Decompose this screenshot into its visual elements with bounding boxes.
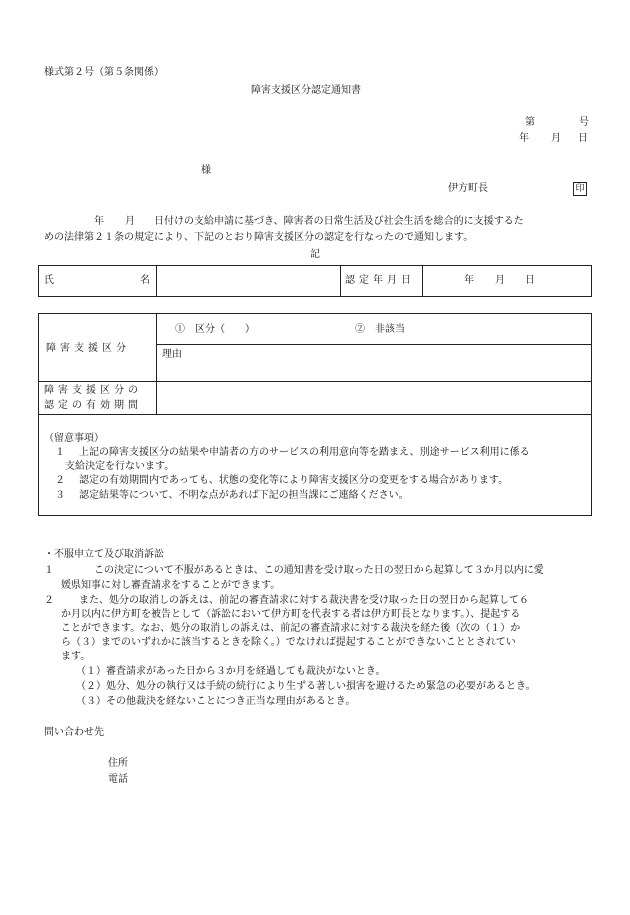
validity-period-label-2: 認定の有効期間 bbox=[44, 400, 142, 411]
table2-row-line-1 bbox=[38, 381, 592, 382]
appeal-sub-3: （３）その他裁決を経ないことにつき正当な理由があるとき。 bbox=[76, 696, 356, 707]
disability-category-label: 障害支援区分 bbox=[46, 343, 130, 354]
cert-date-month: 月 bbox=[495, 275, 505, 286]
issue-date-month: 月 bbox=[551, 133, 561, 144]
certification-date-label: 認定年月日 bbox=[345, 275, 415, 286]
note-3-number: ３ bbox=[55, 490, 65, 501]
appeal-2-number: ２ bbox=[44, 595, 54, 606]
note-1-number: １ bbox=[55, 447, 65, 458]
appeal-sub-2: （２）処分、処分の執行又は手続の続行により生ずる著しい損害を避けるため緊急の必要があるとき。 bbox=[76, 681, 536, 692]
intro-year: 年 bbox=[94, 216, 104, 227]
contact-address-label: 住所 bbox=[108, 758, 128, 769]
addressee-suffix: 様 bbox=[201, 165, 211, 176]
option-not-applicable: ② 非該当 bbox=[355, 324, 405, 335]
table1-divider-3 bbox=[422, 265, 423, 297]
seal-stamp: 印 bbox=[573, 182, 587, 196]
contact-heading: 問い合わせ先 bbox=[44, 727, 104, 738]
note-2-line1: 認定の有効期間内であっても、状態の変化等により障害支援区分の変更をする場合があります。 bbox=[79, 475, 509, 486]
name-label-a: 氏 bbox=[44, 275, 54, 286]
notes-heading: （留意事項） bbox=[44, 433, 104, 444]
doc-number-prefix: 第 bbox=[525, 117, 535, 128]
option-category: ① 区分（ ） bbox=[175, 324, 255, 335]
issuer-name: 伊方町長 bbox=[448, 183, 488, 194]
intro-line2: めの法律第２１条の規定により、下記のとおり障害支援区分の認定を行なったので通知します。 bbox=[44, 232, 474, 243]
doc-number-suffix: 号 bbox=[579, 117, 589, 128]
name-label-b: 名 bbox=[140, 275, 150, 286]
appeal-2-line5: ます。 bbox=[61, 651, 91, 662]
table2-inner-line bbox=[156, 344, 592, 345]
issue-date-day: 日 bbox=[578, 133, 588, 144]
appeal-1-number: １ bbox=[44, 565, 54, 576]
appeal-2-line1: また、処分の取消しの訴えは、前記の審査請求に対する裁決書を受け取った日の翌日から起算して６ bbox=[79, 595, 529, 606]
appeal-heading: ・不服申立て及び取消訴訟 bbox=[44, 549, 164, 560]
cert-date-day: 日 bbox=[525, 275, 535, 286]
table2-divider bbox=[156, 313, 157, 414]
contact-phone-label: 電話 bbox=[108, 774, 128, 785]
form-number: 様式第２号（第５条関係） bbox=[44, 67, 164, 78]
cert-date-year: 年 bbox=[464, 275, 474, 286]
appeal-sub-1: （１）審査請求があった日から３か月を経過しても裁決がないとき。 bbox=[76, 666, 386, 677]
note-2-number: ２ bbox=[55, 475, 65, 486]
appeal-2-line4: ら（３）までのいずれかに該当するときを除く。）でなければ提起することができないこととされてい bbox=[61, 637, 516, 648]
appeal-2-line2: か月以内に伊方町を被告として（訴訟において伊方町を代表する者は伊方町長となります。）、提起する bbox=[61, 609, 521, 620]
appeal-1-line1: この決定について不服があるときは、この通知書を受け取った日の翌日から起算して３か月以内に愛 bbox=[94, 565, 544, 576]
appeal-2-line3: ことができます。なお、処分の取消しの訴えは、前記の審査請求に対する裁決を経た後（次の（１）か bbox=[61, 623, 521, 634]
intro-line1: 日付けの支給申請に基づき、障害者の日常生活及び社会生活を総合的に支援するた bbox=[154, 216, 524, 227]
validity-period-label-1: 障害支援区分の bbox=[44, 385, 142, 396]
table2-row-line-2 bbox=[38, 414, 592, 415]
note-1-line1: 上記の障害支援区分の結果や申請者の方のサービスの利用意向等を踏まえ、別途サービス利用に係る bbox=[79, 447, 530, 458]
reason-label: 理由 bbox=[162, 349, 182, 360]
note-1-line2: 支給決定を行ないます。 bbox=[65, 461, 175, 472]
intro-month: 月 bbox=[125, 216, 135, 227]
table1-divider-2 bbox=[340, 265, 341, 297]
document-title: 障害支援区分認定通知書 bbox=[251, 85, 361, 96]
issue-date-year: 年 bbox=[519, 133, 529, 144]
note-3-line1: 認定結果等について、不明な点があれば下記の担当課にご連絡ください。 bbox=[79, 490, 409, 501]
ki-marker: 記 bbox=[310, 249, 320, 260]
table1-divider-1 bbox=[156, 265, 157, 297]
name-date-table bbox=[38, 265, 592, 297]
appeal-1-line2: 媛県知事に対し審査請求をすることができます。 bbox=[61, 580, 281, 591]
